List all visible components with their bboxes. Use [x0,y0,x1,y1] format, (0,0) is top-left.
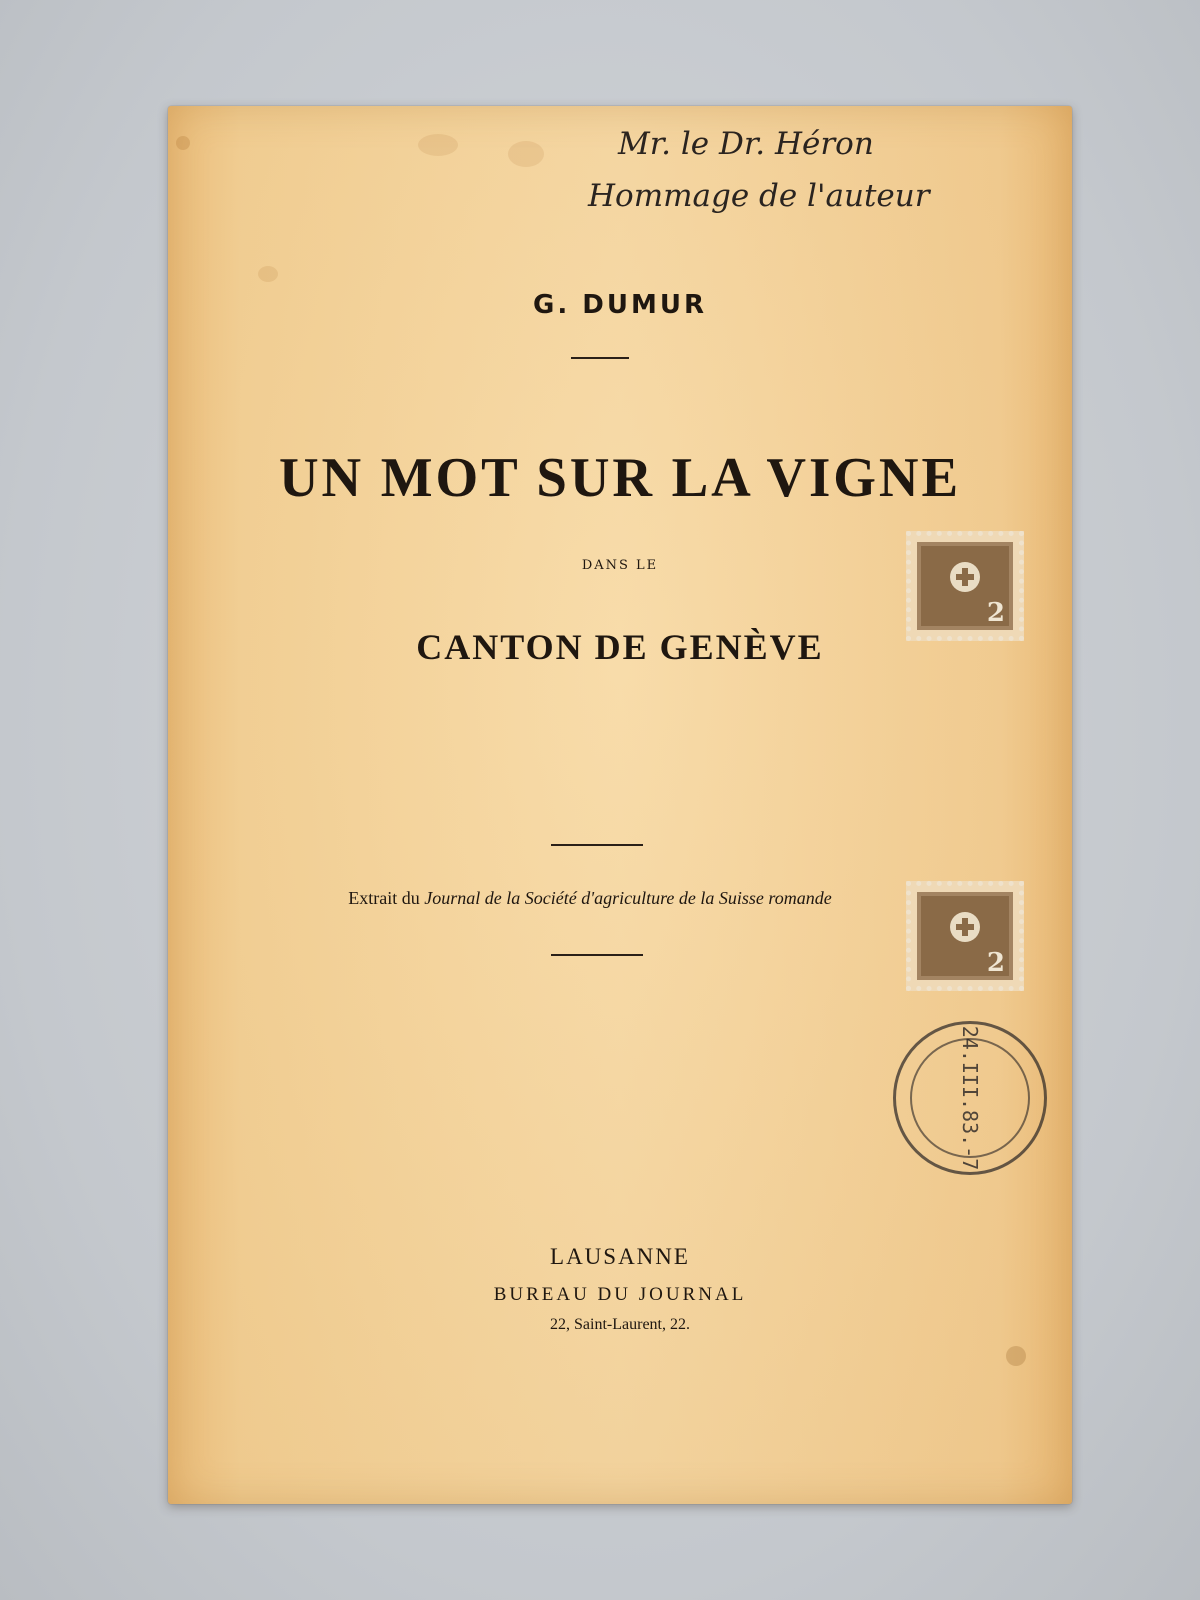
stamp-design [917,892,1013,980]
subject-title: CANTON DE GENÈVE [416,627,824,667]
stain [418,134,458,156]
stamp-value: 2 [986,948,1005,978]
stain [176,136,190,150]
stain [1006,1346,1026,1366]
journal-name: Journal de la Société d'agriculture de la Suisse romande [424,888,832,908]
stain [258,266,278,282]
imprint-city: LAUSANNE [550,1244,690,1269]
extract-prefix: Extrait du [348,888,420,908]
stain [508,141,544,167]
subtitle: DANS LE [581,558,659,573]
imprint-address: 22, Saint-Laurent, 22. [550,1316,690,1333]
postmark-cancellation [893,1021,1047,1175]
stamp-design [917,542,1013,630]
postage-stamp [906,881,1024,991]
stamp-value: 2 [986,598,1005,628]
imprint-publisher: BUREAU DU JOURNAL [493,1284,747,1305]
divider [551,954,643,956]
swiss-cross-icon [950,912,980,942]
handwritten-inscription-line2: Hommage de l'auteur [588,178,930,214]
pamphlet-cover [168,106,1072,1504]
postmark-date: 24.III.83.-7 [958,1025,982,1171]
divider [571,357,629,359]
author-name: G. DUMUR [533,290,707,320]
page-title: UN MOT SUR LA VIGNE [278,447,962,509]
divider [551,844,643,846]
swiss-cross-icon [950,562,980,592]
handwritten-inscription-line1: Mr. le Dr. Héron [618,126,874,162]
postage-stamp [906,531,1024,641]
